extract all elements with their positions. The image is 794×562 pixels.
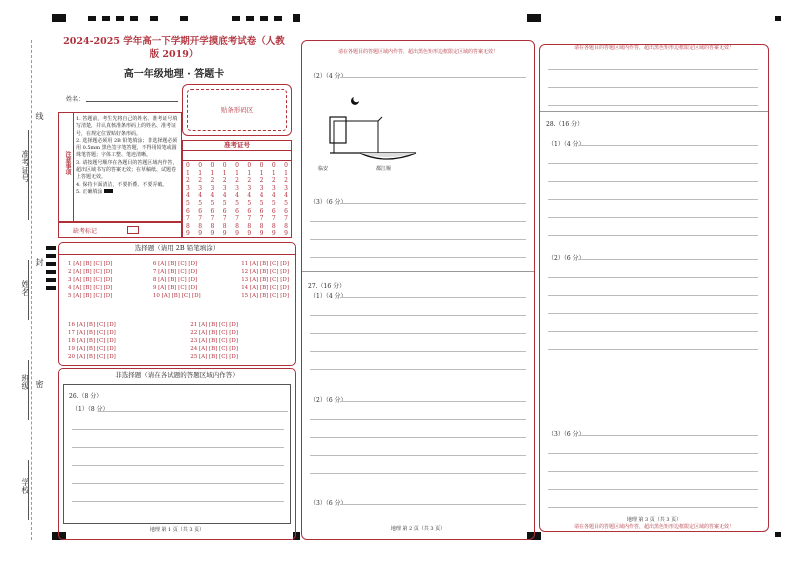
q27-label: 27.（16 分） <box>308 283 346 290</box>
answer-line[interactable] <box>98 411 288 412</box>
digit-bubble[interactable]: 9 <box>235 230 239 238</box>
digit-bubble[interactable]: 6 <box>271 207 276 215</box>
answer-line[interactable] <box>310 257 526 258</box>
digit-bubble[interactable]: 4 <box>259 192 264 200</box>
digit-bubble[interactable]: 8 <box>198 222 203 230</box>
digit-bubble[interactable]: 4 <box>210 192 215 200</box>
mc-question-6[interactable]: 6 [A] [B] [C] [D] <box>152 261 198 267</box>
mc-question-21[interactable]: 21 [A] [B] [C] [D] <box>190 322 238 328</box>
timing-mark <box>274 16 282 21</box>
digit-bubble[interactable]: 5 <box>284 199 288 207</box>
digit-bubble[interactable]: 9 <box>210 230 215 238</box>
field-line <box>28 130 29 220</box>
q28-3-label: （3）（6 分） <box>548 431 585 438</box>
mc-block-1-15 <box>68 260 289 300</box>
answer-line[interactable] <box>310 221 526 222</box>
timing-mark <box>116 16 124 21</box>
answer-line[interactable] <box>548 181 758 182</box>
exam-id-digit-column[interactable] <box>198 162 202 238</box>
digit-bubble[interactable]: 6 <box>198 207 203 215</box>
page1-footer: 地理 第 1 页（共 3 页） <box>149 527 205 533</box>
answer-line[interactable] <box>548 105 758 106</box>
digit-bubble[interactable]: 4 <box>186 192 190 200</box>
answer-line[interactable] <box>548 199 758 200</box>
mc-question-10[interactable]: 10 [A] [B] [C] [D] <box>152 293 201 299</box>
answer-line[interactable] <box>72 465 284 466</box>
q27-3-label: （3）（6 分） <box>310 500 347 507</box>
answer-line[interactable] <box>548 235 758 236</box>
digit-bubble[interactable]: 1 <box>235 169 239 177</box>
digit-bubble[interactable]: 6 <box>247 207 252 215</box>
exam-id-digits[interactable] <box>186 162 288 238</box>
digit-bubble[interactable]: 0 <box>259 162 264 169</box>
answer-line[interactable] <box>72 483 284 484</box>
mc-title: 选择题（请用 2B 铅笔填涂） <box>59 243 295 255</box>
mc-question-13[interactable]: 13 [A] [B] [C] [D] <box>241 277 289 283</box>
note-3: 3. 请按题号顺序在各题目的答题区域内作答，超出区域书写的答案无效；在草稿纸、试题卷上答题无效。 <box>76 159 178 181</box>
digit-bubble[interactable]: 9 <box>222 230 227 238</box>
absent-checkbox[interactable] <box>127 226 139 234</box>
answer-line[interactable] <box>548 217 758 218</box>
answer-line[interactable] <box>578 259 758 260</box>
digit-bubble[interactable]: 4 <box>247 192 252 200</box>
mc-question-20[interactable]: 20 [A] [B] [C] [D] <box>68 354 116 360</box>
timing-mark <box>180 16 188 21</box>
digit-bubble[interactable]: 9 <box>271 230 276 238</box>
answer-line[interactable] <box>578 145 758 146</box>
answer-line[interactable] <box>72 429 284 430</box>
digit-bubble[interactable]: 5 <box>210 199 215 207</box>
page3-answer-area <box>539 44 769 532</box>
timing-mark <box>88 16 96 21</box>
digit-bubble[interactable]: 4 <box>284 192 288 200</box>
answer-line[interactable] <box>340 401 526 402</box>
answer-line[interactable] <box>310 419 526 420</box>
timing-mark <box>232 16 240 21</box>
mc-block-16-25 <box>68 321 238 361</box>
mc-question-15[interactable]: 15 [A] [B] [C] [D] <box>241 293 289 299</box>
q26-3-label: （3）（6 分） <box>310 199 347 206</box>
mc-question-8[interactable]: 8 [A] [B] [C] [D] <box>152 277 198 283</box>
digit-bubble[interactable]: 7 <box>259 215 264 223</box>
answer-line[interactable] <box>310 473 526 474</box>
timing-mark <box>775 532 781 537</box>
q26-label: 26.（8 分） <box>69 393 103 400</box>
note-5: 5. 正确填涂 <box>76 189 178 196</box>
timing-mark <box>52 14 66 22</box>
digit-bubble[interactable]: 2 <box>284 177 288 185</box>
field-line <box>28 460 29 520</box>
page2-answer-area <box>301 40 535 540</box>
page3-footer: 地理 第 3 页（共 3 页） <box>626 517 682 523</box>
digit-bubble[interactable]: 1 <box>186 169 190 177</box>
digit-bubble[interactable]: 4 <box>222 192 227 200</box>
digit-bubble[interactable]: 0 <box>284 162 288 169</box>
digit-bubble[interactable]: 5 <box>271 199 276 207</box>
exam-id-digit-column[interactable] <box>186 162 190 238</box>
digit-bubble[interactable]: 5 <box>235 199 239 207</box>
digit-bubble[interactable]: 8 <box>284 222 288 230</box>
mc-question-14[interactable]: 14 [A] [B] [C] [D] <box>241 285 289 291</box>
timing-mark <box>150 16 158 21</box>
mc-question-19[interactable]: 19 [A] [B] [C] [D] <box>68 346 116 352</box>
mc-question-1[interactable]: 1 [A] [B] [C] [D] <box>68 261 113 267</box>
mc-question-25[interactable]: 25 [A] [B] [C] [D] <box>190 354 238 360</box>
answer-line[interactable] <box>548 331 758 332</box>
answer-line[interactable] <box>310 369 526 370</box>
answer-line[interactable] <box>340 77 526 78</box>
answer-line[interactable] <box>548 489 758 490</box>
digit-bubble[interactable]: 9 <box>186 230 190 238</box>
mc-question-17[interactable]: 17 [A] [B] [C] [D] <box>68 330 116 336</box>
digit-bubble[interactable]: 2 <box>271 177 276 185</box>
digit-bubble[interactable]: 2 <box>198 177 203 185</box>
fig-label-left: 临安 <box>318 166 329 172</box>
notes-label: 注意事项 <box>64 151 71 175</box>
digit-bubble[interactable]: 3 <box>222 184 227 192</box>
timing-mark <box>775 16 781 21</box>
digit-bubble[interactable]: 7 <box>198 215 203 223</box>
mc-question-2[interactable]: 2 [A] [B] [C] [D] <box>68 269 113 275</box>
seal-dashed-line <box>31 40 32 540</box>
barcode-area <box>182 84 292 136</box>
page2-warning: 请在各题目的答题区域内作答，超出黑色矩形边框限定区域的答案无效！ <box>337 49 498 55</box>
digit-bubble[interactable]: 2 <box>186 177 190 185</box>
timing-mark <box>46 278 56 282</box>
digit-bubble[interactable]: 7 <box>247 215 252 223</box>
answer-line[interactable] <box>340 504 526 505</box>
mc-question-23[interactable]: 23 [A] [B] [C] [D] <box>190 338 238 344</box>
answer-line[interactable] <box>548 69 758 70</box>
mc-question-9[interactable]: 9 [A] [B] [C] [D] <box>152 285 198 291</box>
answer-line[interactable] <box>548 295 758 296</box>
mc-column <box>241 260 289 300</box>
digit-bubble[interactable]: 8 <box>271 222 276 230</box>
exam-id-digit-column[interactable] <box>235 162 239 238</box>
digit-bubble[interactable]: 4 <box>198 192 203 200</box>
mc-column <box>68 260 112 300</box>
answer-line[interactable] <box>340 203 526 204</box>
timing-mark <box>102 16 110 21</box>
answer-line[interactable] <box>578 435 758 436</box>
digit-bubble[interactable]: 2 <box>210 177 215 185</box>
answer-line[interactable] <box>310 239 526 240</box>
digit-bubble[interactable]: 3 <box>247 184 252 192</box>
digit-bubble[interactable]: 0 <box>271 162 276 169</box>
mc-section <box>58 242 296 366</box>
note-2: 2. 选择题必须用 2B 铅笔填涂；非选择题必须用 0.5mm 黑色签字笔答题，不得用铅笔或圆珠笔答题；字体工整、笔迹清晰。 <box>76 137 178 159</box>
digit-bubble[interactable]: 5 <box>247 199 252 207</box>
nonmc-title: 非选择题（请在各试题的答题区域内作答） <box>115 371 239 379</box>
exam-id-digit-column[interactable] <box>247 162 251 238</box>
answer-line[interactable] <box>310 315 526 316</box>
digit-bubble[interactable]: 6 <box>259 207 264 215</box>
digit-bubble[interactable]: 1 <box>271 169 276 177</box>
digit-bubble[interactable]: 7 <box>210 215 215 223</box>
digit-bubble[interactable]: 7 <box>222 215 227 223</box>
digit-bubble[interactable]: 4 <box>271 192 276 200</box>
digit-bubble[interactable]: 1 <box>222 169 227 177</box>
page-subtitle: 高一年级地理 · 答题卡 <box>123 69 225 80</box>
name-field[interactable] <box>86 101 178 102</box>
digit-bubble[interactable]: 9 <box>198 230 203 238</box>
answer-line[interactable] <box>72 447 284 448</box>
notes-list <box>76 116 178 196</box>
digit-bubble[interactable]: 2 <box>247 177 252 185</box>
mc-question-16[interactable]: 16 [A] [B] [C] [D] <box>68 322 116 328</box>
digit-bubble[interactable]: 0 <box>247 162 252 169</box>
page3-warning: 请在各题目的答题区域内作答，超出黑色矩形边框限定区域的答案无效！ <box>573 45 734 51</box>
digit-bubble[interactable]: 2 <box>259 177 264 185</box>
digit-bubble[interactable]: 8 <box>247 222 252 230</box>
q28-1-label: （1）（4 分） <box>548 141 585 148</box>
mc-question-22[interactable]: 22 [A] [B] [C] [D] <box>190 330 238 336</box>
digit-bubble[interactable]: 8 <box>222 222 227 230</box>
name-label: 姓名： <box>66 96 85 103</box>
digit-bubble[interactable]: 1 <box>247 169 252 177</box>
answer-line[interactable] <box>548 163 758 164</box>
digit-bubble[interactable]: 8 <box>186 222 190 230</box>
digit-bubble[interactable]: 0 <box>198 162 203 169</box>
digit-bubble[interactable]: 5 <box>198 199 203 207</box>
digit-bubble[interactable]: 3 <box>259 184 264 192</box>
timing-mark <box>130 16 138 21</box>
digit-bubble[interactable]: 5 <box>222 199 227 207</box>
digit-bubble[interactable]: 4 <box>235 192 239 200</box>
mc-question-24[interactable]: 24 [A] [B] [C] [D] <box>190 346 238 352</box>
digit-bubble[interactable]: 9 <box>259 230 264 238</box>
label-class: 班级 <box>21 374 30 390</box>
digit-bubble[interactable]: 6 <box>284 207 288 215</box>
digit-bubble[interactable]: 6 <box>186 207 190 215</box>
exam-id-digit-column[interactable] <box>211 162 215 238</box>
timing-mark <box>260 16 268 21</box>
digit-bubble[interactable]: 3 <box>235 184 239 192</box>
barcode-label: 贴条形码区 <box>220 106 254 114</box>
answer-line[interactable] <box>548 453 758 454</box>
q28-2-label: （2）（6 分） <box>548 255 585 262</box>
answer-line[interactable] <box>548 471 758 472</box>
digit-bubble[interactable]: 5 <box>186 199 190 207</box>
answer-line[interactable] <box>310 437 526 438</box>
digit-bubble[interactable]: 2 <box>222 177 227 185</box>
digit-bubble[interactable]: 0 <box>222 162 227 169</box>
q27-2-label: （2）（6 分） <box>310 397 347 404</box>
digit-bubble[interactable]: 8 <box>235 222 239 230</box>
digit-bubble[interactable]: 6 <box>222 207 227 215</box>
digit-bubble[interactable]: 2 <box>235 177 239 185</box>
mc-question-11[interactable]: 11 [A] [B] [C] [D] <box>241 261 289 267</box>
q26-1-label: （1）（8 分） <box>72 406 109 413</box>
page2-footer: 地理 第 2 页（共 3 页） <box>390 526 446 532</box>
answer-line[interactable] <box>310 455 526 456</box>
digit-bubble[interactable]: 7 <box>284 215 288 223</box>
mc-column <box>68 321 116 361</box>
mc-question-3[interactable]: 3 [A] [B] [C] [D] <box>68 277 113 283</box>
exam-id-digit-column[interactable] <box>272 162 276 238</box>
timing-mark <box>46 246 56 250</box>
timing-mark <box>46 286 56 290</box>
q28-label: 28.（16 分） <box>546 121 584 128</box>
page3-warning-bottom: 请在各题目的答题区域内作答，超出黑色矩形边框限定区域的答案无效！ <box>573 524 734 530</box>
exam-id-digit-column[interactable] <box>223 162 227 238</box>
field-line <box>28 260 29 320</box>
mc-column <box>153 260 201 300</box>
mc-question-12[interactable]: 12 [A] [B] [C] [D] <box>241 269 289 275</box>
moon-icon <box>351 97 359 105</box>
digit-bubble[interactable]: 0 <box>186 162 190 169</box>
page-title: 2024-2025 学年高一下学期开学摸底考试卷（人教 版 2019） <box>63 36 285 60</box>
digit-bubble[interactable]: 7 <box>271 215 276 223</box>
label-seal-line: 线 <box>35 112 44 120</box>
digit-bubble[interactable]: 3 <box>271 184 276 192</box>
mc-question-4[interactable]: 4 [A] [B] [C] [D] <box>68 285 113 291</box>
mc-question-7[interactable]: 7 [A] [B] [C] [D] <box>152 269 198 275</box>
digit-bubble[interactable]: 6 <box>235 207 239 215</box>
digit-bubble[interactable]: 8 <box>210 222 215 230</box>
q26-2-label: （2）（4 分） <box>310 73 347 80</box>
mc-question-5[interactable]: 5 [A] [B] [C] [D] <box>68 293 113 299</box>
note-4: 4. 保持卡面清洁，不要折叠、不要弄破。 <box>76 181 168 188</box>
digit-bubble[interactable]: 1 <box>259 169 264 177</box>
field-line <box>28 360 29 420</box>
digit-bubble[interactable]: 3 <box>284 184 288 192</box>
answer-line[interactable] <box>548 313 758 314</box>
answer-line[interactable] <box>548 349 758 350</box>
mc-column <box>190 321 238 361</box>
label-name: 姓名 <box>21 280 30 296</box>
answer-line[interactable] <box>72 501 284 502</box>
digit-bubble[interactable]: 9 <box>247 230 252 238</box>
answer-line[interactable] <box>548 87 758 88</box>
timing-mark <box>527 14 541 22</box>
nonmc-section <box>58 368 296 540</box>
digit-bubble[interactable]: 7 <box>186 215 190 223</box>
digit-bubble[interactable]: 3 <box>198 184 203 192</box>
digit-bubble[interactable]: 3 <box>210 184 215 192</box>
q27-1-label: （1）（4 分） <box>310 293 347 300</box>
label-seal-feng: 封 <box>35 258 44 266</box>
digit-bubble[interactable]: 1 <box>284 169 288 177</box>
digit-bubble[interactable]: 6 <box>210 207 215 215</box>
exam-id-label: 准考证号 <box>183 141 291 151</box>
absent-box <box>58 222 182 238</box>
answer-line[interactable] <box>548 277 758 278</box>
timing-mark <box>293 14 300 22</box>
mc-question-18[interactable]: 18 [A] [B] [C] [D] <box>68 338 116 344</box>
timing-mark <box>46 270 56 274</box>
notes-box <box>58 112 182 222</box>
digit-bubble[interactable]: 1 <box>210 169 215 177</box>
answer-line[interactable] <box>340 297 526 298</box>
digit-bubble[interactable]: 3 <box>186 184 190 192</box>
sketch-figure <box>312 91 432 177</box>
label-school: 学校 <box>21 478 30 494</box>
timing-mark <box>246 16 254 21</box>
digit-bubble[interactable]: 7 <box>235 215 239 223</box>
timing-mark <box>46 254 56 258</box>
digit-bubble[interactable]: 1 <box>198 169 203 177</box>
answer-line[interactable] <box>310 333 526 334</box>
digit-bubble[interactable]: 0 <box>235 162 239 169</box>
digit-bubble[interactable]: 9 <box>284 230 288 238</box>
label-seal-mi: 密 <box>35 380 44 388</box>
q26-box <box>63 384 291 524</box>
fig-label-right: 都江堰 <box>376 166 392 172</box>
answer-line[interactable] <box>548 507 758 508</box>
exam-id-digit-column[interactable] <box>260 162 264 238</box>
answer-line[interactable] <box>310 351 526 352</box>
digit-bubble[interactable]: 5 <box>259 199 264 207</box>
timing-mark <box>46 262 56 266</box>
digit-bubble[interactable]: 0 <box>210 162 215 169</box>
digit-bubble[interactable]: 8 <box>259 222 264 230</box>
exam-id-grid <box>182 140 292 238</box>
absent-label: 缺考标记 <box>73 228 98 235</box>
exam-id-digit-column[interactable] <box>284 162 288 238</box>
note-1: 1. 答题前，考生先将自己的姓名、准考证号填写清楚，并认真核准条形码上的姓名、准考证号，在规定位置贴好条形码。 <box>76 116 178 137</box>
label-exam-id: 准考证号 <box>21 150 30 182</box>
